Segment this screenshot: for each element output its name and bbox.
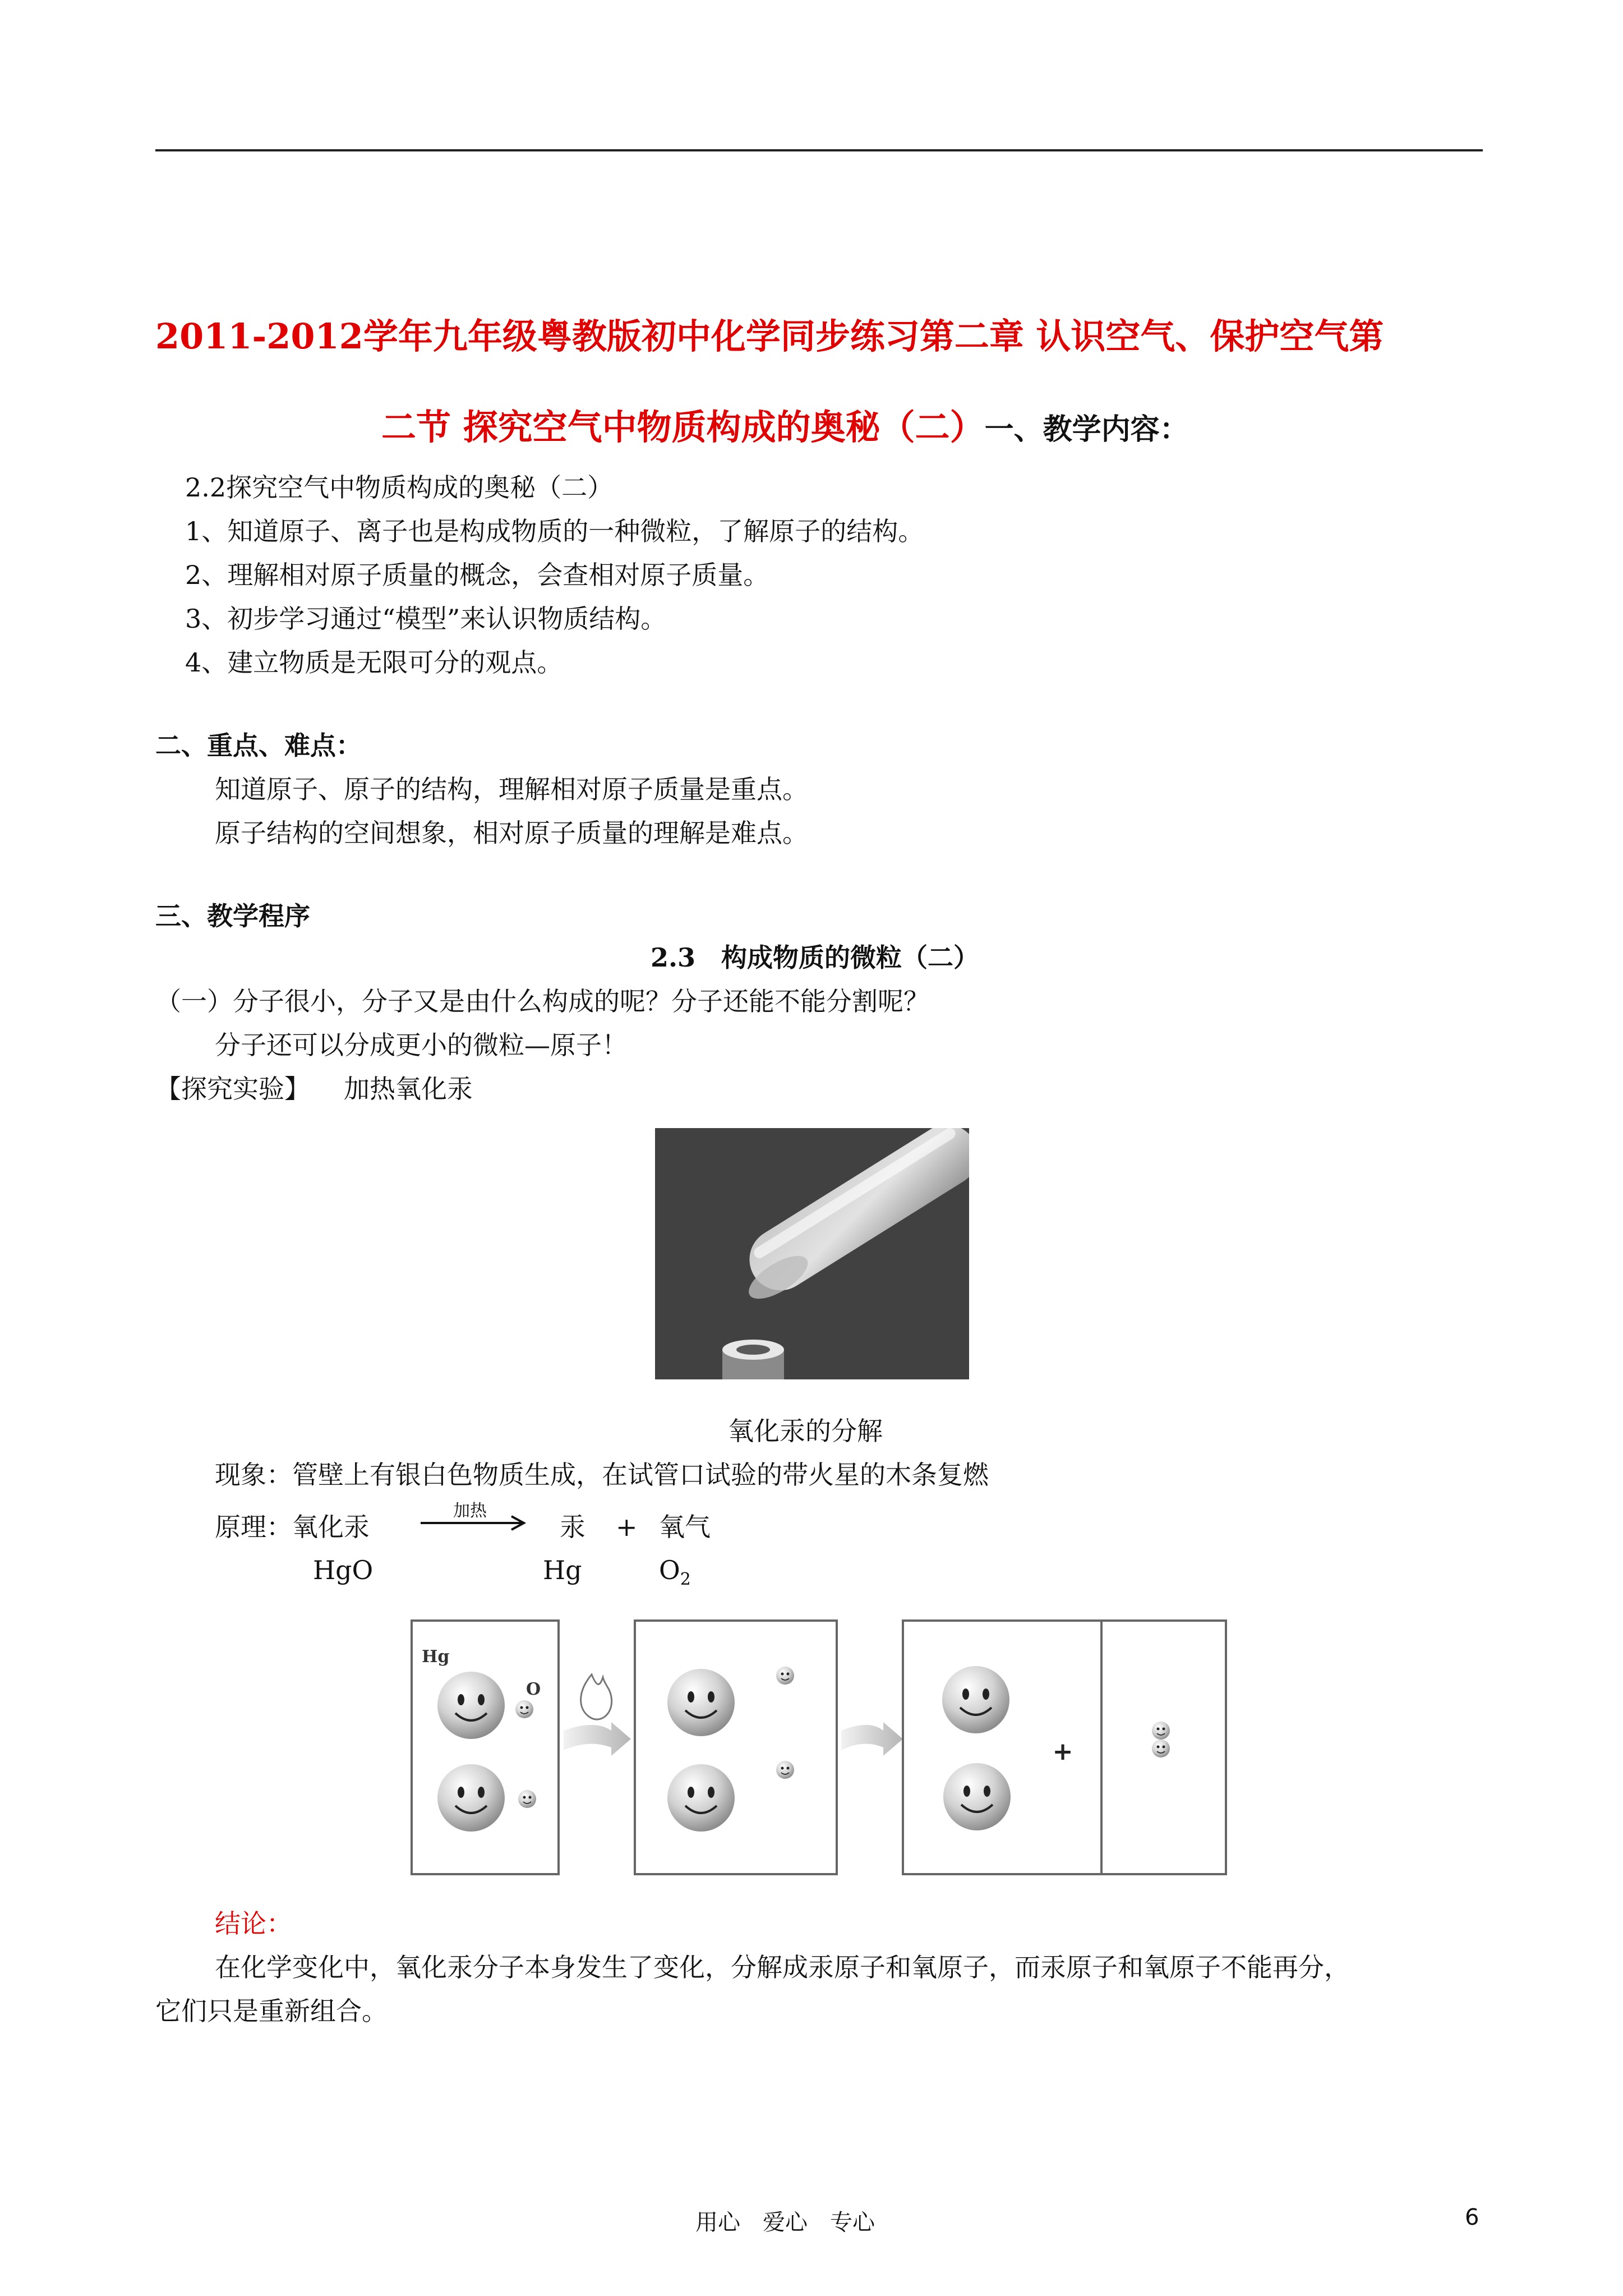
decomposition-diagram [409,1618,1228,1876]
key-point-line-0: 知道原子、原子的结构，理解相对原子质量是重点。 [215,774,808,804]
product-mercury: 汞 [560,1512,585,1542]
content-item-2: 2、理解相对原子质量的概念，会查相对原子质量。 [185,560,769,590]
flame-icon [581,1674,612,1719]
panel-mercury [903,1621,1105,1874]
o-atom-4 [776,1761,794,1779]
o2-atom-1 [1152,1722,1170,1740]
label-o: O [526,1680,541,1699]
header-rule [155,149,1483,151]
experiment-label: 【探究实验】 [155,1074,310,1104]
plus-sign: + [616,1512,638,1542]
reaction-arrow-icon [421,1515,527,1531]
conclusion-line-1: 在化学变化中，氧化汞分子本身发生了变化，分解成汞原子和氧原子，而汞原子和氧原子不能再分， [215,1952,1350,1982]
content-item-3: 3、初步学习通过“模型”来认识物质结构。 [185,604,667,634]
o-atom-2 [518,1790,536,1808]
reaction-condition: 加热 [453,1501,487,1521]
product-oxygen: 氧气 [659,1512,711,1542]
o-atom-3 [776,1667,794,1685]
procedure-subtitle: 2.3 构成物质的微粒（二） [651,942,980,973]
procedure-heading: 三、教学程序 [155,901,310,931]
conclusion-label: 结论： [215,1908,292,1939]
experiment-line [155,1067,473,1111]
question-1: （一）分子很小，分子又是由什么构成的呢？分子还能不能分割呢？ [155,986,929,1016]
hg-atom-6 [943,1763,1011,1830]
diagram-plus: + [1052,1737,1073,1766]
hg-atom-3 [667,1669,735,1736]
key-points-heading: 二、重点、难点： [155,730,362,761]
hg-atom-4 [667,1764,735,1832]
test-tube-photo [655,1128,969,1379]
content-item-4: 4、建立物质是无限可分的观点。 [185,647,563,678]
reaction-arrow-2-icon [841,1722,903,1756]
formula-hg: Hg [543,1555,582,1585]
photo-caption: 氧化汞的分解 [728,1416,883,1446]
title-line-1: 2011-2012学年九年级粤教版初中化学同步练习第二章 认识空气、保护空气第 [155,316,1384,357]
key-point-line-1: 原子结构的空间想象，相对原子质量的理解是难点。 [215,818,808,848]
reaction-arrow-1-icon [564,1722,631,1756]
title-line-2-main: 二节 探究空气中物质构成的奥秘（二） [381,407,985,448]
formula-o: O [659,1555,680,1585]
test-tube-illustration [655,1128,969,1379]
phenomenon-text: 现象：管壁上有银白色物质生成，在试管口试验的带火星的木条复燃 [215,1460,989,1490]
hg-atom-5 [942,1666,1009,1733]
hg-atom-2 [437,1764,505,1832]
o-atom-1 [515,1700,533,1718]
label-hg: Hg [422,1647,450,1667]
conclusion-line-2: 它们只是重新组合。 [155,1996,388,2026]
page-number: 6 [1465,2205,1479,2230]
panel-separated-atoms [635,1621,837,1874]
formula-hgo: HgO [313,1555,374,1585]
content-item-0: 2.2探究空气中物质构成的奥秘（二） [185,472,614,503]
hg-atom-1 [437,1672,505,1739]
answer-1: 分子还可以分成更小的微粒—原子！ [215,1030,628,1060]
footer-motto: 用心 爱心 专心 [695,2210,875,2235]
principle-label: 原理：氧化汞 [215,1512,370,1542]
experiment-title: 加热氧化汞 [344,1074,473,1104]
title-line-2 [381,399,1189,449]
formula-o2 [659,1548,691,1602]
content-item-1: 1、知道原子、离子也是构成物质的一种微粒，了解原子的结构。 [185,516,924,546]
formula-o-subscript: 2 [680,1570,691,1590]
section-one-heading: 一、教学内容： [984,412,1189,447]
o2-atom-2 [1152,1740,1170,1757]
